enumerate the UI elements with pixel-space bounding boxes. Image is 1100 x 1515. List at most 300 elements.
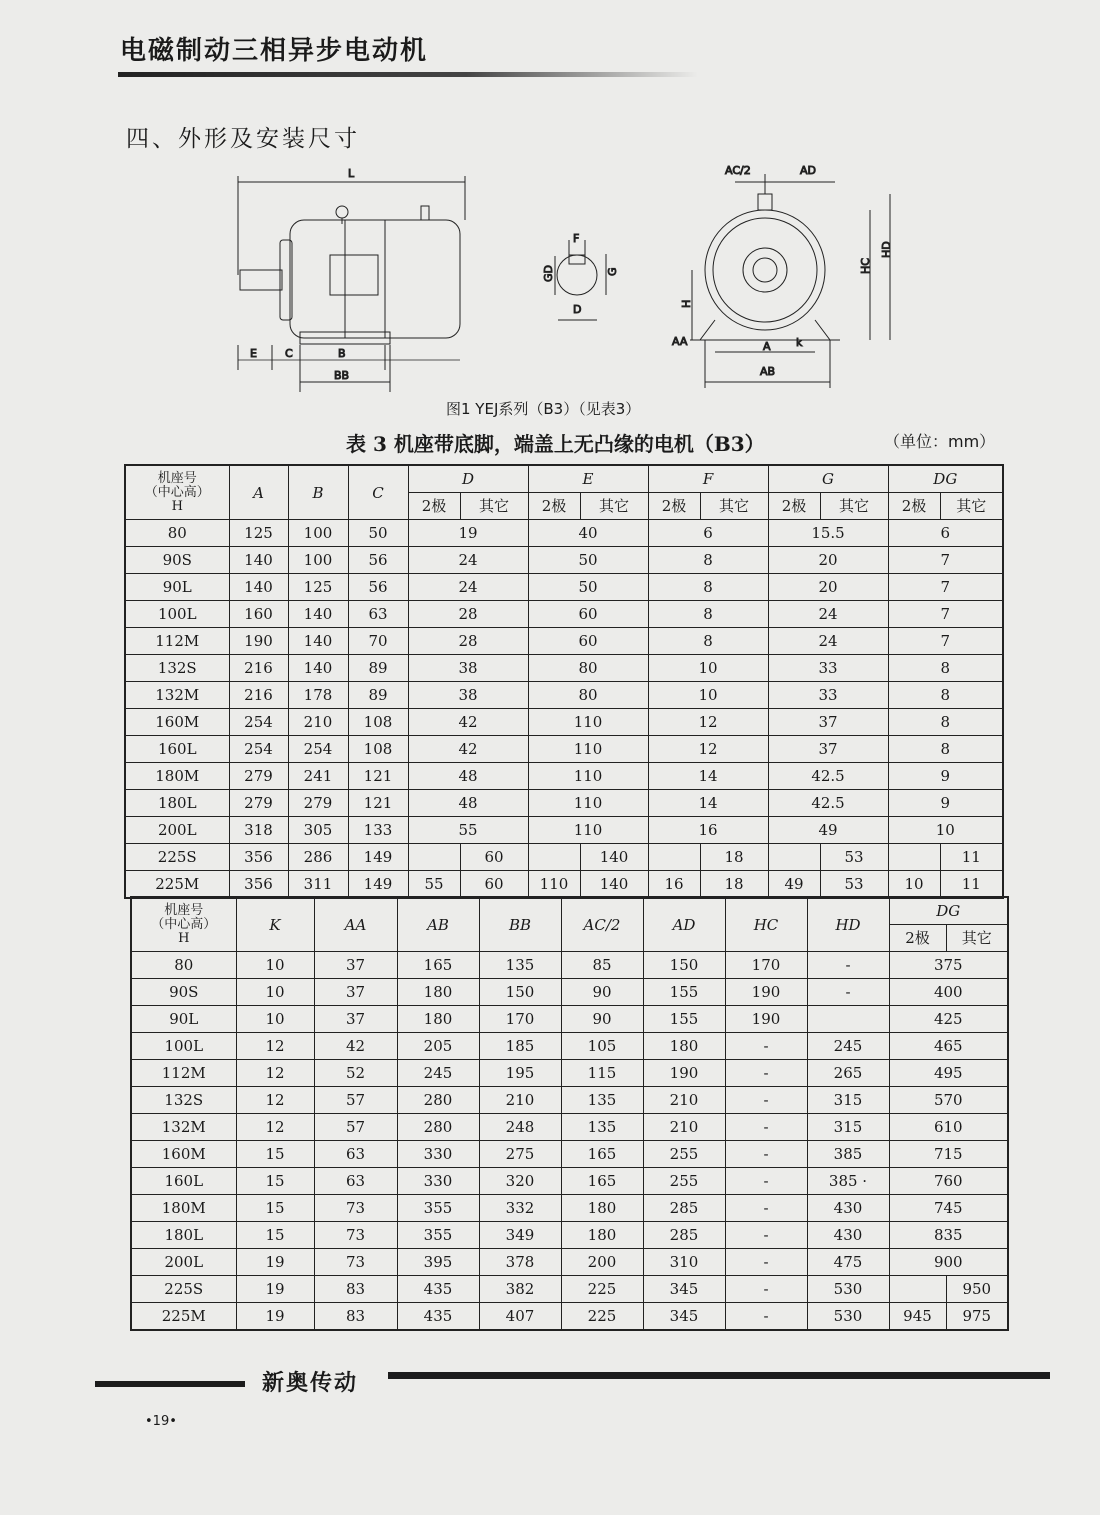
table-cell: 6: [888, 520, 1003, 547]
table-cell: 7: [888, 547, 1003, 574]
col-header-AB: AB: [397, 897, 479, 952]
table-cell: 38: [408, 682, 528, 709]
table-cell: 19: [236, 1249, 314, 1276]
table-cell: 180: [397, 1006, 479, 1033]
table-cell: 15.5: [768, 520, 888, 547]
table-cell: 210: [643, 1087, 725, 1114]
table-cell: 286: [288, 844, 348, 871]
table-cell: 150: [479, 979, 561, 1006]
table-cell: 20: [768, 574, 888, 601]
table-cell: 345: [643, 1303, 725, 1331]
table-cell: 279: [229, 790, 288, 817]
table-cell: 33: [768, 655, 888, 682]
table-row: [125, 520, 1003, 547]
table-cell: 205: [397, 1033, 479, 1060]
table-cell: -: [725, 1141, 807, 1168]
table-cell: -: [725, 1114, 807, 1141]
table-cell: 83: [314, 1276, 397, 1303]
table-cell: 385 ·: [807, 1168, 889, 1195]
table-cell: 42: [408, 736, 528, 763]
table-cell: 11: [940, 844, 1003, 871]
table-row: [131, 1114, 1008, 1141]
table-cell: 8: [888, 709, 1003, 736]
dim-label-k: k: [796, 336, 803, 349]
table-title: 表 3 机座带底脚，端盖上无凸缘的电机（B3）: [346, 432, 765, 456]
table-cell: 165: [397, 952, 479, 979]
table-cell: 37: [314, 1006, 397, 1033]
table-cell: 83: [314, 1303, 397, 1331]
frame-model-cell: 225S: [125, 844, 229, 871]
table-cell: 70: [348, 628, 408, 655]
frame-model-cell: 90L: [131, 1006, 236, 1033]
table-cell: 400: [889, 979, 1008, 1006]
table-cell: 254: [229, 736, 288, 763]
table-cell: 140: [580, 871, 648, 899]
page-number: •19•: [145, 1414, 177, 1429]
table-cell: 7: [888, 601, 1003, 628]
frame-model-cell: 180M: [131, 1195, 236, 1222]
frame-model-cell: 112M: [125, 628, 229, 655]
frame-model-cell: 180L: [125, 790, 229, 817]
table-cell: 900: [889, 1249, 1008, 1276]
table-cell: 85: [561, 952, 643, 979]
table-cell: 50: [528, 574, 648, 601]
footer-rule-right: [388, 1372, 1050, 1379]
table-cell: 165: [561, 1141, 643, 1168]
table-row: [131, 1303, 1008, 1331]
frame-model-cell: 180M: [125, 763, 229, 790]
table-cell: 190: [725, 979, 807, 1006]
table-cell: 225: [561, 1303, 643, 1331]
table-cell: 190: [725, 1006, 807, 1033]
table-cell: 9: [888, 790, 1003, 817]
table-cell: 355: [397, 1195, 479, 1222]
table-row: [131, 1060, 1008, 1087]
frame-model-cell: 100L: [131, 1033, 236, 1060]
table-cell: 180: [561, 1222, 643, 1249]
dim-label-H: H: [680, 299, 693, 308]
table-cell: 8: [888, 655, 1003, 682]
table-cell: -: [725, 1195, 807, 1222]
table-cell: 55: [408, 817, 528, 844]
table-cell: 430: [807, 1195, 889, 1222]
table-cell: 382: [479, 1276, 561, 1303]
dim-label-L: L: [348, 167, 355, 180]
table-cell: 332: [479, 1195, 561, 1222]
sub-header-2pole: 2极: [888, 493, 940, 520]
table-cell: 254: [229, 709, 288, 736]
table-cell: 73: [314, 1222, 397, 1249]
empty-cell: [889, 1276, 946, 1303]
table-cell: 216: [229, 655, 288, 682]
frame-model-cell: 132S: [125, 655, 229, 682]
dim-label-F: F: [573, 232, 580, 245]
table-cell: 50: [348, 520, 408, 547]
table-cell: 42.5: [768, 790, 888, 817]
col-header-AD: AD: [643, 897, 725, 952]
table-cell: 216: [229, 682, 288, 709]
table-cell: 60: [460, 871, 528, 899]
dim-label-BB: BB: [334, 369, 350, 382]
table-cell: 80: [528, 682, 648, 709]
table-row: [131, 1087, 1008, 1114]
table-cell: 8: [648, 547, 768, 574]
table-cell: 90: [561, 979, 643, 1006]
table-cell: 15: [236, 1222, 314, 1249]
table-cell: -: [725, 1276, 807, 1303]
table-cell: 430: [807, 1222, 889, 1249]
table-cell: 24: [408, 547, 528, 574]
table-cell: 110: [528, 790, 648, 817]
table-cell: 12: [236, 1114, 314, 1141]
table-cell: 53: [820, 871, 888, 899]
dimension-table-part2: [130, 896, 1009, 1331]
table-cell: 225: [561, 1276, 643, 1303]
dim-label-C: C: [285, 347, 293, 360]
col-header-BB: BB: [479, 897, 561, 952]
table-cell: 53: [820, 844, 888, 871]
table-cell: 610: [889, 1114, 1008, 1141]
table-cell: -: [725, 1087, 807, 1114]
col-header-E: E: [528, 465, 648, 493]
sub-header-2pole: 2极: [889, 925, 946, 952]
table-cell: 20: [768, 547, 888, 574]
dim-label-HC: HC: [859, 258, 872, 274]
table-cell: 80: [528, 655, 648, 682]
table-cell: 110: [528, 871, 580, 899]
end-view: [672, 164, 893, 388]
table-cell: 121: [348, 790, 408, 817]
table-cell: 42.5: [768, 763, 888, 790]
table-cell: 530: [807, 1276, 889, 1303]
table-cell: 60: [528, 601, 648, 628]
table-row: [131, 979, 1008, 1006]
table-cell: 110: [528, 817, 648, 844]
frame-model-cell: 80: [125, 520, 229, 547]
dim-label-HD: HD: [880, 241, 893, 258]
table-cell: 254: [288, 736, 348, 763]
table-cell: 255: [643, 1141, 725, 1168]
section-heading: 四、外形及安装尺寸: [126, 126, 360, 152]
table-cell: 40: [528, 520, 648, 547]
table-cell: 56: [348, 547, 408, 574]
table-row: [125, 601, 1003, 628]
table-cell: 115: [561, 1060, 643, 1087]
table-cell: 19: [236, 1303, 314, 1331]
table-cell: 155: [643, 979, 725, 1006]
table-cell: 950: [946, 1276, 1008, 1303]
table-cell: 89: [348, 682, 408, 709]
footer-brand: 新奥传动: [262, 1371, 359, 1396]
table-cell: 42: [314, 1033, 397, 1060]
col-header-HD: HD: [807, 897, 889, 952]
table-cell: 530: [807, 1303, 889, 1331]
table-cell: 140: [229, 547, 288, 574]
table-cell: 49: [768, 871, 820, 899]
col-header-AC2: AC/2: [561, 897, 643, 952]
table-cell: 715: [889, 1141, 1008, 1168]
table-cell: 19: [236, 1276, 314, 1303]
table-cell: 165: [561, 1168, 643, 1195]
col-header-HC: HC: [725, 897, 807, 952]
table-cell: 185: [479, 1033, 561, 1060]
empty-cell: [768, 844, 820, 871]
table-cell: 18: [700, 844, 768, 871]
sub-header-2pole: 2极: [528, 493, 580, 520]
col-header-model: 机座号 （中心高） H: [131, 897, 236, 952]
frame-model-cell: 132S: [131, 1087, 236, 1114]
table-cell: 37: [314, 952, 397, 979]
table-cell: 8: [888, 682, 1003, 709]
table-cell: 180: [397, 979, 479, 1006]
side-view: [238, 167, 465, 392]
table-cell: 9: [888, 763, 1003, 790]
table-row: [125, 871, 1003, 899]
table-cell: 330: [397, 1141, 479, 1168]
sub-header-other: 其它: [820, 493, 888, 520]
table-cell: 8: [648, 574, 768, 601]
sub-header-other: 其它: [460, 493, 528, 520]
table-cell: 140: [229, 574, 288, 601]
frame-model-cell: 100L: [125, 601, 229, 628]
frame-model-cell: 132M: [125, 682, 229, 709]
table-cell: 110: [528, 763, 648, 790]
frame-model-cell: 225S: [131, 1276, 236, 1303]
table-row: [125, 817, 1003, 844]
table-cell: 311: [288, 871, 348, 899]
table-cell: 140: [288, 628, 348, 655]
frame-model-cell: 160M: [125, 709, 229, 736]
table-cell: 149: [348, 844, 408, 871]
table-cell: 50: [528, 547, 648, 574]
empty-cell: [648, 844, 700, 871]
table-cell: 356: [229, 844, 288, 871]
table-cell: 140: [580, 844, 648, 871]
table-cell: 63: [314, 1141, 397, 1168]
header-rule: [118, 72, 698, 77]
table-cell: 160: [229, 601, 288, 628]
table-cell: 15: [236, 1168, 314, 1195]
table-row: [125, 628, 1003, 655]
table-cell: 355: [397, 1222, 479, 1249]
table-cell: 37: [768, 736, 888, 763]
table-row: [125, 574, 1003, 601]
table-cell: 170: [479, 1006, 561, 1033]
col-header-F: F: [648, 465, 768, 493]
col-header-D: D: [408, 465, 528, 493]
table-row: [125, 763, 1003, 790]
page-header-title: 电磁制动三相异步电动机: [120, 36, 429, 66]
table-cell: 465: [889, 1033, 1008, 1060]
dim-label-A: A: [763, 340, 771, 353]
figure-caption: 图1 YEJ系列（B3）（见表3）: [446, 400, 641, 418]
table-cell: 16: [648, 817, 768, 844]
sub-header-2pole: 2极: [768, 493, 820, 520]
empty-cell: [528, 844, 580, 871]
table-cell: 135: [479, 952, 561, 979]
table-cell: 180: [643, 1033, 725, 1060]
table-cell: 10: [648, 682, 768, 709]
table-cell: 48: [408, 790, 528, 817]
dim-label-AD: AD: [800, 164, 816, 177]
table-cell: 15: [236, 1141, 314, 1168]
col-header-C: C: [348, 465, 408, 520]
table-cell: 425: [889, 1006, 1008, 1033]
table-cell: 190: [229, 628, 288, 655]
table-cell: 15: [236, 1195, 314, 1222]
table-cell: 279: [229, 763, 288, 790]
table-cell: 330: [397, 1168, 479, 1195]
table-cell: -: [725, 1222, 807, 1249]
table-cell: -: [725, 1033, 807, 1060]
table-row: [131, 1195, 1008, 1222]
table-cell: 12: [236, 1087, 314, 1114]
table-cell: 135: [561, 1114, 643, 1141]
table-cell: 6: [648, 520, 768, 547]
table-row: [125, 682, 1003, 709]
table-cell: 100: [288, 520, 348, 547]
table-cell: 57: [314, 1087, 397, 1114]
table-cell: 10: [888, 871, 940, 899]
table-row: [131, 1141, 1008, 1168]
table-cell: 38: [408, 655, 528, 682]
table-cell: 108: [348, 709, 408, 736]
table-row: [131, 1006, 1008, 1033]
table-cell: 60: [460, 844, 528, 871]
frame-model-cell: 160M: [131, 1141, 236, 1168]
table-cell: 28: [408, 601, 528, 628]
frame-model-cell: 200L: [131, 1249, 236, 1276]
sub-header-2pole: 2极: [648, 493, 700, 520]
table-cell: 378: [479, 1249, 561, 1276]
table-cell: 18: [700, 871, 768, 899]
table-cell: 8: [888, 736, 1003, 763]
col-header-G: G: [768, 465, 888, 493]
table-cell: -: [807, 952, 889, 979]
dim-label-B: B: [338, 347, 346, 360]
table-cell: 73: [314, 1249, 397, 1276]
frame-model-cell: 225M: [131, 1303, 236, 1331]
footer-rule-left: [95, 1381, 245, 1387]
table-cell: 11: [940, 871, 1003, 899]
unit-note: （单位：mm）: [884, 432, 996, 451]
col-header-A: A: [229, 465, 288, 520]
table-cell: 100: [288, 547, 348, 574]
dim-label-D: D: [573, 303, 582, 316]
table-cell: 125: [288, 574, 348, 601]
table-cell: 279: [288, 790, 348, 817]
sub-header-other: 其它: [700, 493, 768, 520]
table-cell: 305: [288, 817, 348, 844]
table-row: [125, 709, 1003, 736]
table-cell: 945: [889, 1303, 946, 1331]
table-cell: 52: [314, 1060, 397, 1087]
table-cell: 570: [889, 1087, 1008, 1114]
table-cell: 195: [479, 1060, 561, 1087]
table-cell: 210: [643, 1114, 725, 1141]
col-header-model: 机座号 （中心高） H: [125, 465, 229, 520]
table-cell: 105: [561, 1033, 643, 1060]
table-cell: 140: [288, 655, 348, 682]
table-cell: 10: [648, 655, 768, 682]
table-cell: 60: [528, 628, 648, 655]
table-cell: 56: [348, 574, 408, 601]
table-row: [131, 952, 1008, 979]
table-cell: 110: [528, 709, 648, 736]
table-cell: 63: [314, 1168, 397, 1195]
table-cell: 133: [348, 817, 408, 844]
table-cell: 140: [288, 601, 348, 628]
table-cell: 10: [888, 817, 1003, 844]
frame-model-cell: 200L: [125, 817, 229, 844]
shaft-section-view: [542, 232, 619, 320]
sub-header-2pole: 2极: [408, 493, 460, 520]
dim-label-G: G: [606, 267, 619, 276]
table-cell: 16: [648, 871, 700, 899]
sub-header-other: 其它: [580, 493, 648, 520]
table-row: [125, 655, 1003, 682]
table-cell: 375: [889, 952, 1008, 979]
table-cell: 42: [408, 709, 528, 736]
frame-model-cell: 112M: [131, 1060, 236, 1087]
table-cell: 19: [408, 520, 528, 547]
table-cell: 315: [807, 1087, 889, 1114]
table-cell: 8: [648, 601, 768, 628]
table-cell: 149: [348, 871, 408, 899]
frame-model-cell: 90S: [125, 547, 229, 574]
table-cell: 14: [648, 763, 768, 790]
table-cell: 48: [408, 763, 528, 790]
table-cell: 760: [889, 1168, 1008, 1195]
table-cell: 395: [397, 1249, 479, 1276]
table-cell: 285: [643, 1222, 725, 1249]
table-cell: 475: [807, 1249, 889, 1276]
table-cell: 180: [561, 1195, 643, 1222]
table-cell: 210: [479, 1087, 561, 1114]
table-cell: 49: [768, 817, 888, 844]
table-cell: 745: [889, 1195, 1008, 1222]
table-cell: 135: [561, 1087, 643, 1114]
table-cell: 14: [648, 790, 768, 817]
table-cell: -: [725, 1249, 807, 1276]
sub-header-other: 其它: [946, 925, 1008, 952]
dimension-table-part1: [124, 464, 1004, 899]
table-cell: -: [807, 979, 889, 1006]
table-row: [125, 736, 1003, 763]
table-cell: 33: [768, 682, 888, 709]
table-cell: 178: [288, 682, 348, 709]
table-cell: [807, 1006, 889, 1033]
dim-label-AC2: AC/2: [725, 164, 751, 177]
table-cell: 10: [236, 1006, 314, 1033]
table-cell: 90: [561, 1006, 643, 1033]
table-cell: 210: [288, 709, 348, 736]
frame-model-cell: 90S: [131, 979, 236, 1006]
dim-label-E: E: [250, 347, 257, 360]
sub-header-other: 其它: [940, 493, 1003, 520]
table-cell: 12: [236, 1033, 314, 1060]
table-cell: -: [725, 1060, 807, 1087]
table-cell: 255: [643, 1168, 725, 1195]
dim-label-GD: GD: [542, 265, 555, 282]
table-cell: 385: [807, 1141, 889, 1168]
table-cell: 349: [479, 1222, 561, 1249]
dim-label-AB: AB: [760, 365, 776, 378]
table-cell: 280: [397, 1087, 479, 1114]
table-cell: -: [725, 1168, 807, 1195]
table-cell: 108: [348, 736, 408, 763]
table-cell: 318: [229, 817, 288, 844]
